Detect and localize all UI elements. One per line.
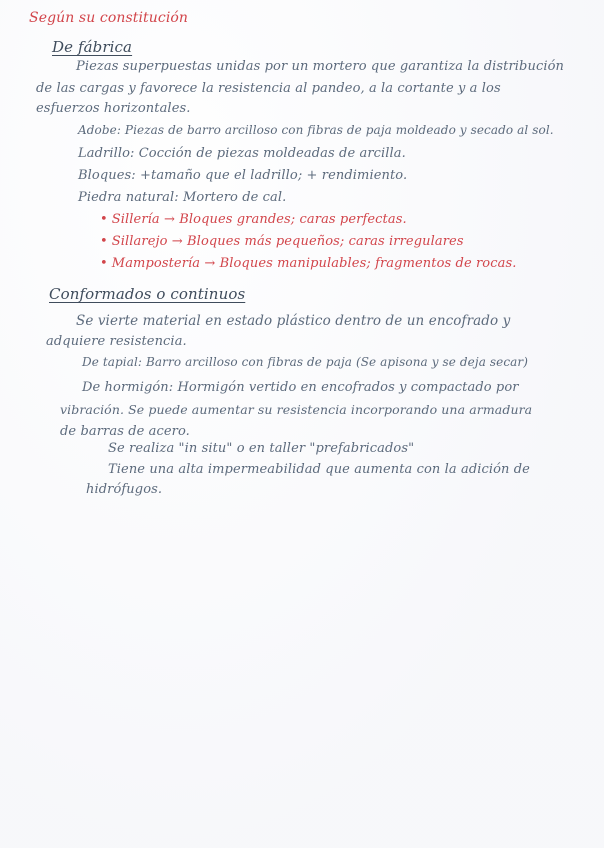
tapial-entry: De tapial: Barro arcilloso con fibras de paja (Se apisona y se deja secar) (82, 355, 529, 369)
page-title: Según su constitución (29, 10, 189, 26)
hormigon-entry-line-3: de barras de acero. (60, 424, 190, 439)
bullet-sillarejo: • Sillarejo → Bloques más pequeños; caras irregulares (100, 234, 464, 249)
conformados-intro-line-1: Se vierte material en estado plástico dentro de un encofrado y (76, 313, 511, 329)
note-in-situ: Se realiza "in situ" o en taller "prefabricados" (108, 441, 415, 456)
section-heading-fabrica: De fábrica (52, 38, 133, 56)
fabrica-intro-line-3: esfuerzos horizontales. (36, 101, 191, 116)
section-heading-conformados: Conformados o continuos (49, 285, 246, 303)
bullet-mamposteria: • Mampostería → Bloques manipulables; fragmentos de rocas. (100, 256, 517, 271)
note-impermeabilidad-line-1: Tiene una alta impermeabilidad que aumenta con la adición de (108, 462, 530, 477)
bullet-dot-icon: • (100, 256, 108, 271)
fabrica-intro-line-2: de las cargas y favorece la resistencia al pandeo, a la cortante y a los (36, 81, 501, 96)
bloques-entry: Bloques: +tamaño que el ladrillo; + rendimiento. (78, 168, 408, 183)
hormigon-entry-line-2: vibración. Se puede aumentar su resistencia incorporando una armadura (60, 402, 533, 417)
fabrica-intro-line-1: Piezas superpuestas unidas por un mortero que garantiza la distribución (76, 59, 564, 74)
hormigon-entry-line-1: De hormigón: Hormigón vertido en encofrados y compactado por (82, 380, 519, 395)
piedra-natural-entry: Piedra natural: Mortero de cal. (78, 190, 287, 205)
conformados-intro-line-2: adquiere resistencia. (46, 334, 187, 349)
bullet-dot-icon: • (100, 234, 108, 249)
ladrillo-entry: Ladrillo: Cocción de piezas moldeadas de arcilla. (78, 146, 406, 161)
bullet-silleria: • Sillería → Bloques grandes; caras perfectas. (100, 212, 407, 227)
bullet-dot-icon: • (100, 212, 108, 227)
adobe-entry: Adobe: Piezas de barro arcilloso con fibras de paja moldeado y secado al sol. (78, 123, 554, 137)
note-impermeabilidad-line-2: hidrófugos. (86, 482, 163, 497)
